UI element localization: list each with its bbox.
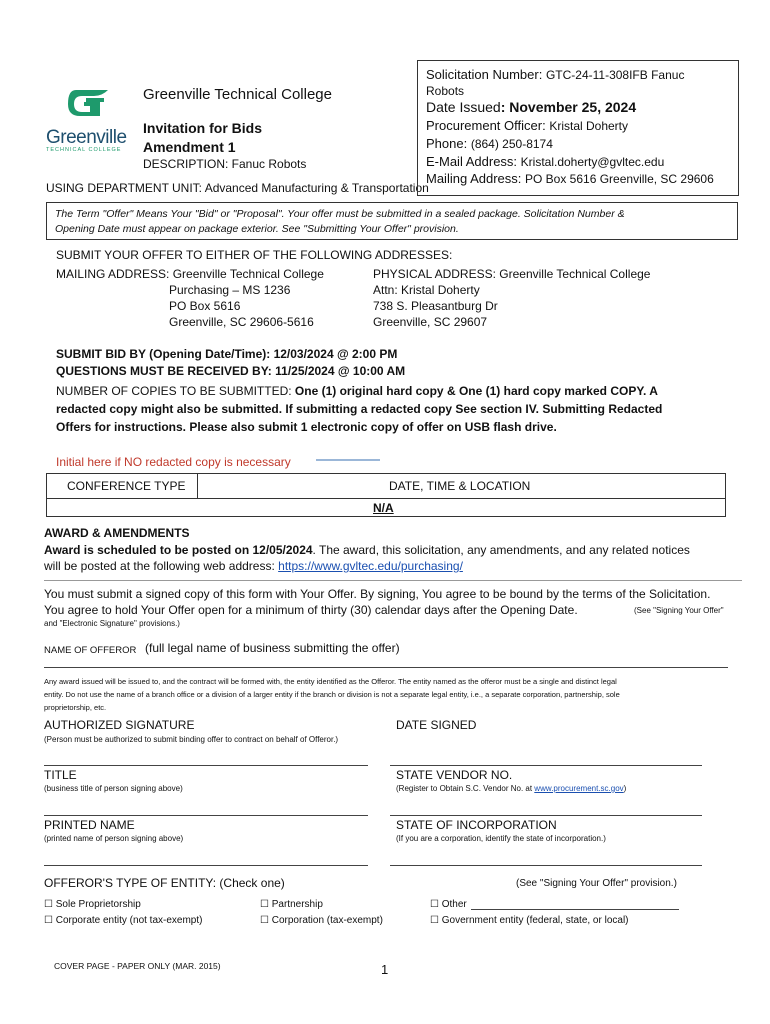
offeror-fine-3: proprietorship, etc. (44, 703, 107, 712)
copies-bold-1: One (1) original hard copy & One (1) hard copy marked COPY. A (294, 384, 658, 398)
vendor-hint-end: ) (623, 784, 627, 793)
solicitation-number-cont: Robots (426, 84, 465, 98)
option-label: Sole Proprietorship (55, 899, 141, 910)
printed-hint: (printed name of person signing above) (44, 834, 184, 843)
conference-type-label: CONFERENCE TYPE (67, 479, 186, 493)
entity-field-right (390, 865, 702, 866)
vendor-hint-text: (Register to Obtain S.C. Vendor No. at (396, 784, 535, 793)
mailing-address (56, 266, 324, 330)
award-heading: AWARD & AMENDMENTS (44, 526, 190, 540)
option-sole-proprietorship[interactable] (44, 899, 141, 910)
offeror-fineprint (44, 675, 744, 714)
option-label: Partnership (271, 899, 323, 910)
logo-word: Greenville (46, 127, 127, 148)
vendor-field[interactable] (390, 765, 702, 766)
offeror-hint: (full legal name of business submitting the offer) (145, 641, 400, 655)
physical-line-3: 738 S. Pleasantburg Dr (373, 299, 498, 313)
offeror-name-field[interactable] (44, 667, 728, 668)
addresses-heading: SUBMIT YOUR OFFER TO EITHER OF THE FOLLOWING ADDRESSES: (56, 248, 453, 262)
date-signed-label: DATE SIGNED (396, 718, 477, 732)
mailing-label: Mailing Address: (426, 171, 525, 186)
entity-note: (See "Signing Your Offer" provision.) (516, 878, 677, 889)
incorp-hint: (If you are a corporation, identify the state of incorporation.) (396, 834, 606, 843)
solicitation-label: Solicitation Number: (426, 67, 546, 82)
mailing-line-1: Greenville Technical College (172, 267, 324, 281)
award-date: Award is scheduled to be posted on 12/05/2024 (44, 543, 313, 557)
copies-bold-2: redacted copy might also be submitted. If submitting a redacted copy See section IV. Submitting Redacted (56, 402, 663, 416)
vendor-label: STATE VENDOR NO. (396, 768, 513, 782)
option-label: Government entity (federal, state, or local) (441, 915, 629, 926)
doc-title: Invitation for Bids (143, 120, 262, 136)
copies-label: NUMBER OF COPIES TO BE SUBMITTED: (56, 384, 295, 398)
entity-label: OFFEROR'S TYPE OF ENTITY: (Check one) (44, 876, 285, 890)
college-logo (46, 84, 136, 152)
award-text-2: will be posted at the following web address: (44, 559, 279, 573)
divider (44, 580, 742, 581)
signing-line2-note: (See "Signing Your Offer" (634, 606, 724, 615)
solicitation-number: GTC-24-11-308IFB Fanuc (545, 68, 685, 82)
award-text (44, 542, 744, 574)
checkbox-icon[interactable]: ☐ (44, 915, 53, 926)
physical-line-4: Greenville, SC 29607 (373, 315, 488, 329)
printed-label: PRINTED NAME (44, 818, 135, 832)
copies-text (56, 382, 736, 436)
mailing-line-4: Greenville, SC 29606-5616 (169, 315, 314, 329)
offeror-fine-2: entity. Do not use the name of a branch office or a division of a larger entity if the branch or division is not a separate legal entity, i.e., a separate corporation, partnership, sole (44, 690, 620, 699)
mailing-value: PO Box 5616 Greenville, SC 29606 (525, 172, 714, 186)
award-url-link[interactable]: https://www.gvltec.edu/purchasing/ (278, 559, 463, 573)
award-text-1: . The award, this solicitation, any amendments, and any related notices (312, 543, 690, 557)
questions-by: QUESTIONS MUST BE RECEIVED BY: 11/25/2024 @ 10:00 AM (56, 364, 406, 378)
offeror-fine-1: Any award issued will be issued to, and the contract will be formed with, the entity identified as the Offeror. The entity named as the offeror must be a single and distinct legal (44, 677, 617, 686)
officer-label: Procurement Officer: (426, 118, 550, 133)
option-label: Corporation (tax-exempt) (271, 915, 383, 926)
option-label: Corporate entity (not tax-exempt) (55, 915, 203, 926)
email-label: E-Mail Address: (426, 154, 521, 169)
signing-line3: and "Electronic Signature" provisions.) (44, 619, 180, 628)
department-unit: USING DEPARTMENT UNIT: Advanced Manufacturing & Transportation (46, 181, 429, 195)
checkbox-icon[interactable]: ☐ (430, 915, 439, 926)
checkbox-icon[interactable]: ☐ (260, 915, 269, 926)
initial-note: Initial here if NO redacted copy is necessary (56, 455, 291, 469)
date-issued-label: Date Issued (426, 99, 501, 115)
conference-table (46, 473, 726, 517)
vendor-url-link[interactable]: www.procurement.sc.gov (534, 784, 624, 793)
college-name: Greenville Technical College (143, 86, 332, 103)
option-label: Other (441, 899, 467, 910)
term-note-box (46, 202, 738, 240)
term-note-line2: Opening Date must appear on package exterior. See "Submitting Your Offer" provision. (55, 223, 459, 235)
signing-line1: You must submit a signed copy of this form with Your Offer. By signing, You agree to be bound by the terms of the Solicitation. (44, 587, 711, 601)
auth-sig-label: AUTHORIZED SIGNATURE (44, 718, 195, 732)
conference-value: N/A (373, 501, 394, 515)
checkbox-icon[interactable]: ☐ (430, 899, 439, 910)
page-number: 1 (381, 962, 389, 977)
term-note-line1: The Term "Offer" Means Your "Bid" or "Proposal". Your offer must be submitted in a sealed package. Solicitation Number & (55, 208, 625, 220)
other-entity-field[interactable] (471, 909, 679, 910)
auth-sig-hint: (Person must be authorized to submit binding offer to contract on behalf of Offeror.) (44, 735, 339, 744)
signing-line2: You agree to hold Your Offer open for a minimum of thirty (30) calendar days after the Opening Date. (44, 603, 578, 617)
conference-datetime-label: DATE, TIME & LOCATION (389, 479, 531, 493)
description: DESCRIPTION: Fanuc Robots (143, 157, 307, 171)
checkbox-icon[interactable]: ☐ (44, 899, 53, 910)
solicitation-box (417, 60, 739, 196)
option-other[interactable] (430, 899, 467, 910)
option-corporate[interactable] (44, 915, 202, 926)
logo-mark-icon (46, 84, 136, 124)
mailing-line-2: Purchasing – MS 1236 (169, 283, 291, 297)
offeror-label: NAME OF OFFEROR (44, 645, 137, 656)
physical-address-label: PHYSICAL ADDRESS: (373, 267, 500, 281)
incorp-label: STATE OF INCORPORATION (396, 818, 557, 832)
footer-label: COVER PAGE - PAPER ONLY (MAR. 2015) (54, 961, 221, 971)
phone-label: Phone: (426, 136, 471, 151)
submit-by: SUBMIT BID BY (Opening Date/Time): 12/03/2024 @ 2:00 PM (56, 347, 398, 361)
option-corporation-exempt[interactable] (260, 915, 383, 926)
physical-line-1: Greenville Technical College (499, 267, 651, 281)
option-government[interactable] (430, 915, 629, 926)
mailing-line-3: PO Box 5616 (169, 299, 241, 313)
printed-name-field[interactable] (44, 815, 368, 816)
incorp-field[interactable] (390, 815, 702, 816)
mailing-address-label: MAILING ADDRESS: (56, 267, 173, 281)
title-label: TITLE (44, 768, 77, 782)
checkbox-icon[interactable]: ☐ (260, 899, 269, 910)
physical-line-2: Attn: Kristal Doherty (373, 283, 480, 297)
email-value: Kristal.doherty@gvltec.edu (520, 155, 665, 169)
physical-address (373, 266, 650, 330)
entity-field-left (44, 865, 368, 866)
date-issued-value: : November 25, 2024 (500, 99, 637, 115)
vendor-hint (396, 784, 626, 793)
officer-value: Kristal Doherty (549, 119, 629, 133)
amendment-label: Amendment 1 (143, 139, 236, 155)
copies-bold-3: Offers for instructions. Please also submit 1 electronic copy of offer on USB flash drive. (56, 420, 557, 434)
phone-value: (864) 250-8174 (470, 137, 553, 151)
initial-field[interactable] (316, 459, 380, 461)
title-field[interactable] (44, 765, 368, 766)
logo-subtitle: TECHNICAL COLLEGE (46, 147, 122, 153)
option-partnership[interactable] (260, 899, 323, 910)
title-hint: (business title of person signing above) (44, 784, 183, 793)
